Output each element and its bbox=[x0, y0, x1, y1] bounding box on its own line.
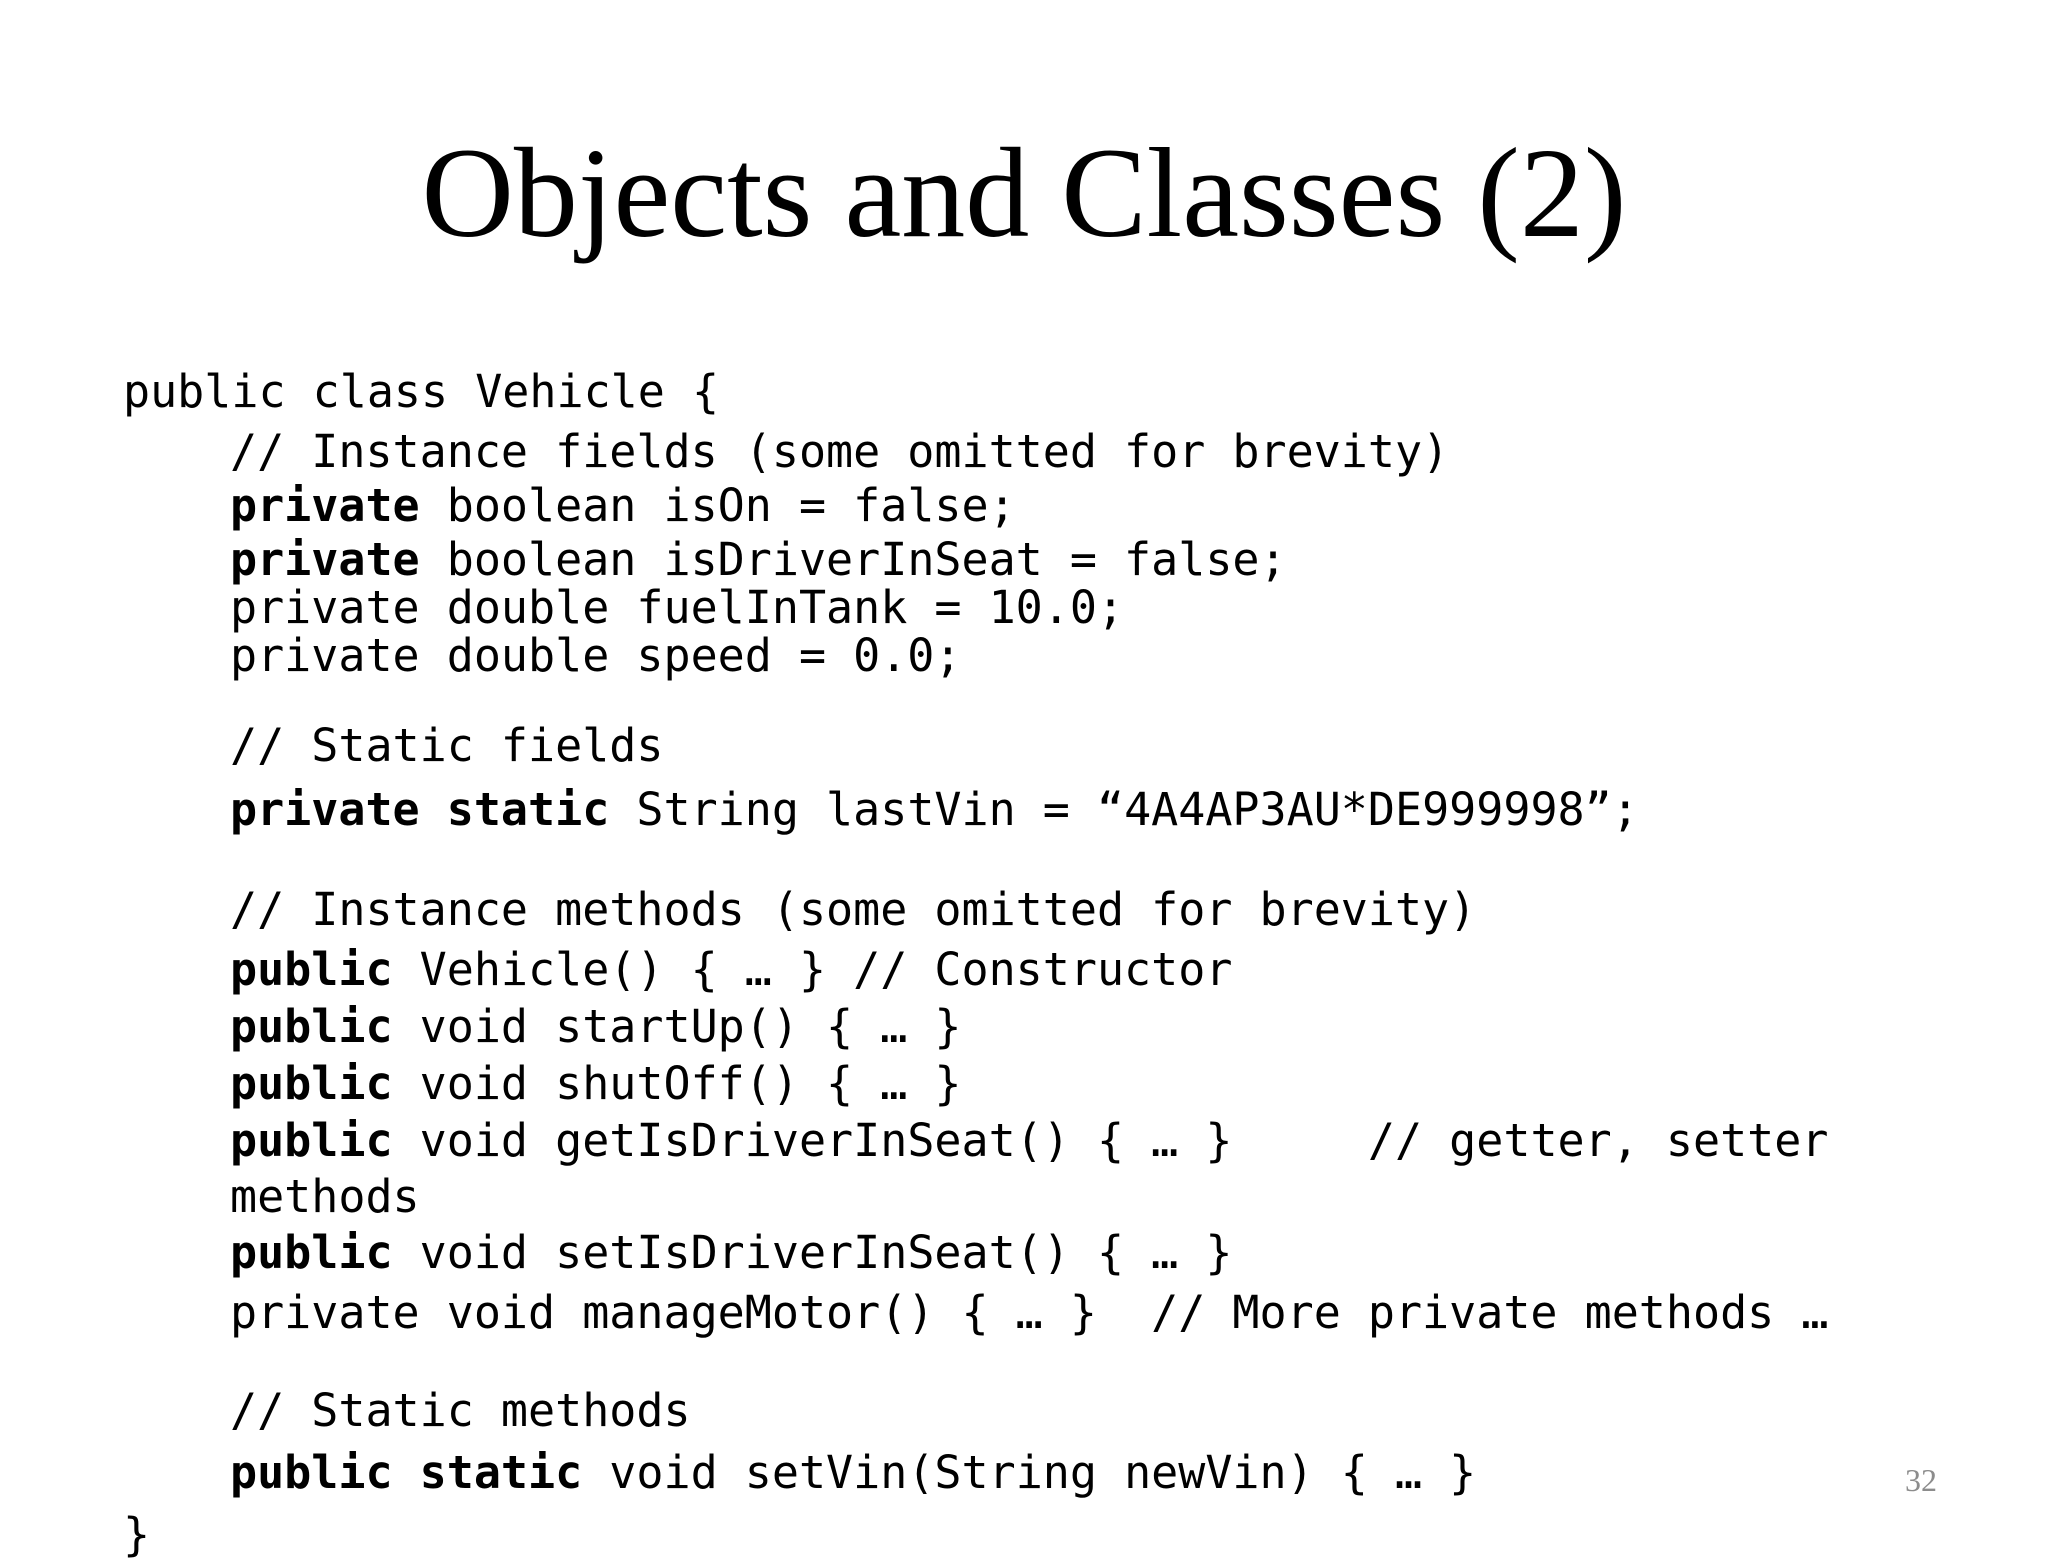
code-text: boolean isDriverInSeat = false; bbox=[419, 533, 1287, 586]
code-text: private double fuelInTank = 10.0; bbox=[230, 581, 1125, 634]
code-line bbox=[230, 1228, 1232, 1278]
code-line bbox=[230, 481, 1016, 531]
code-line bbox=[230, 1448, 1476, 1498]
code-line bbox=[230, 535, 1287, 585]
code-text: private void manageMotor() { … } // More private methods … bbox=[230, 1286, 1829, 1339]
code-keyword: public bbox=[230, 1226, 393, 1279]
code-line bbox=[230, 427, 1449, 477]
code-text: methods bbox=[230, 1170, 420, 1223]
code-line bbox=[230, 1288, 1828, 1338]
code-text: boolean isOn = false; bbox=[419, 479, 1016, 532]
code-line bbox=[230, 1002, 962, 1052]
code-text: void startUp() { … } bbox=[392, 1000, 962, 1053]
code-keyword: public bbox=[230, 943, 393, 996]
code-text: void shutOff() { … } bbox=[392, 1057, 962, 1110]
code-text: void getIsDriverInSeat() { … } // getter, setter bbox=[392, 1114, 1829, 1167]
code-line bbox=[230, 945, 1232, 995]
code-text bbox=[393, 1446, 420, 1499]
code-text: void setIsDriverInSeat() { … } bbox=[392, 1226, 1233, 1279]
code-text: String lastVin = “4A4AP3AU*DE999998”; bbox=[609, 783, 1639, 836]
code-line bbox=[230, 785, 1639, 835]
code-line bbox=[123, 1510, 150, 1560]
code-keyword: static bbox=[446, 783, 610, 836]
code-text: public class Vehicle { bbox=[123, 365, 720, 418]
code-line bbox=[123, 367, 719, 417]
code-text: Vehicle() { … } // Constructor bbox=[392, 943, 1233, 996]
code-line bbox=[230, 1116, 1828, 1166]
code-keyword: private bbox=[230, 783, 420, 836]
code-line bbox=[230, 885, 1476, 935]
code-keyword: static bbox=[419, 1446, 583, 1499]
code-text: private double speed = 0.0; bbox=[230, 629, 962, 682]
code-keyword: public bbox=[230, 1057, 393, 1110]
code-keyword: private bbox=[230, 479, 420, 532]
slide-number: 32 bbox=[1905, 1462, 1937, 1498]
code-line bbox=[230, 1172, 420, 1222]
code-text: // Static methods bbox=[230, 1384, 691, 1437]
code-text bbox=[420, 783, 447, 836]
code-keyword: private bbox=[230, 533, 420, 586]
code-keyword: public bbox=[230, 1446, 393, 1499]
code-text: // Instance fields (some omitted for brevity) bbox=[230, 425, 1450, 478]
code-line bbox=[230, 631, 962, 681]
code-text: // Static fields bbox=[230, 719, 664, 772]
code-line bbox=[230, 721, 663, 771]
code-line bbox=[230, 1386, 691, 1436]
slide-title: Objects and Classes (2) bbox=[421, 122, 1627, 264]
code-text: // Instance methods (some omitted for brevity) bbox=[230, 883, 1477, 936]
code-keyword: public bbox=[230, 1000, 393, 1053]
code-keyword: public bbox=[230, 1114, 393, 1167]
code-line bbox=[230, 583, 1124, 633]
code-text: } bbox=[123, 1508, 151, 1561]
code-text: void setVin(String newVin) { … } bbox=[582, 1446, 1477, 1499]
code-line bbox=[230, 1059, 962, 1109]
